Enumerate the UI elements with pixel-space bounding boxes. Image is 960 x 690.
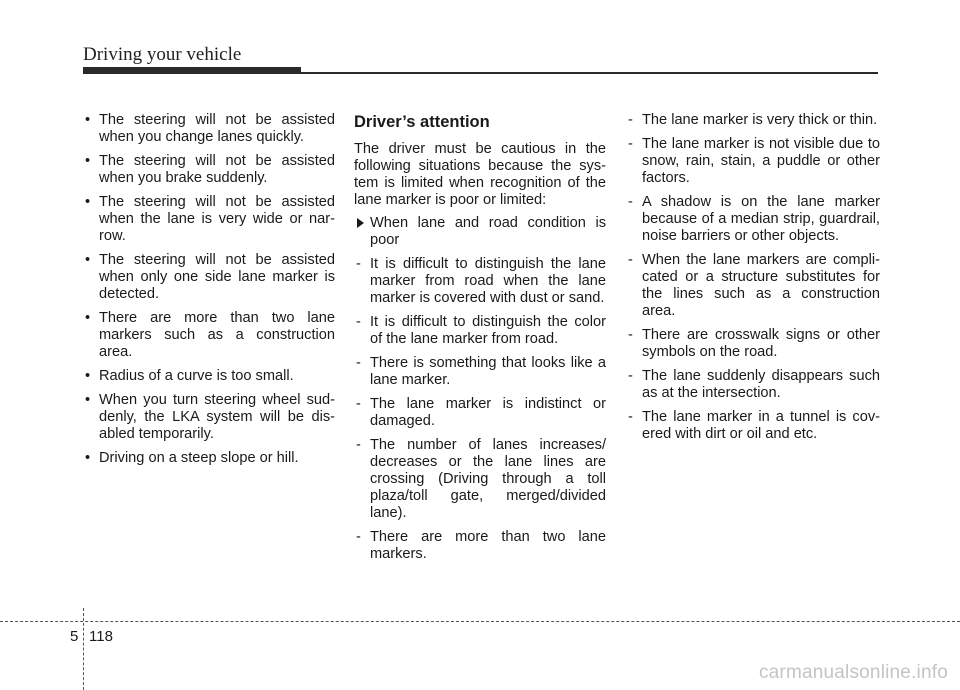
dash-icon: - xyxy=(356,396,361,412)
intro-paragraph: The driver must be cautious in the following situations because the sys-tem is limited when recognition of the lane marker is poor or limited: xyxy=(354,141,606,208)
dash-list xyxy=(626,112,880,443)
bullet-icon: • xyxy=(85,368,91,384)
header-rule-thin xyxy=(83,72,878,74)
list-item-text: There are crosswalk signs or other symbols on the road. xyxy=(642,327,880,360)
list-item-text: There are more than two lane markers. xyxy=(370,529,606,562)
list-item xyxy=(354,314,606,348)
subheading xyxy=(354,215,606,249)
bullet-icon: • xyxy=(85,252,91,268)
dash-icon: - xyxy=(628,409,633,425)
list-item xyxy=(83,194,335,245)
watermark: carmanualsonline.info xyxy=(758,662,948,683)
dash-icon: - xyxy=(356,314,361,330)
list-item xyxy=(626,136,880,187)
list-item xyxy=(354,256,606,307)
bullet-icon: • xyxy=(85,194,91,210)
subheading-text: When lane and road condition is poor xyxy=(370,215,606,248)
list-item-text: The lane marker is not visible due to snow, rain, stain, a puddle or other factors. xyxy=(642,136,880,186)
footer-rule xyxy=(0,621,960,622)
list-item-text: When you turn steering wheel sud-denly, the LKA system will be dis-abled temporarily. xyxy=(99,392,335,442)
list-item-text: The steering will not be assisted when the lane is very wide or nar-row. xyxy=(99,194,335,244)
list-item xyxy=(83,368,335,385)
list-item xyxy=(354,396,606,430)
dash-icon: - xyxy=(356,256,361,272)
dash-icon: - xyxy=(628,327,633,343)
footer-divider xyxy=(83,608,84,690)
dash-icon: - xyxy=(356,437,361,453)
dash-icon: - xyxy=(628,112,633,128)
list-item-text: It is difficult to distinguish the lane marker from road when the lane marker is covered with dust or sand. xyxy=(370,256,606,306)
list-item-text: The number of lanes increases/ decreases or the lane lines are crossing (Driving through a toll plaza/toll gate, merged/divided lane). xyxy=(370,437,606,521)
bullet-icon: • xyxy=(85,450,91,466)
list-item-text: The steering will not be assisted when only one side lane marker is detected. xyxy=(99,252,335,302)
list-item-text: Driving on a steep slope or hill. xyxy=(99,450,299,466)
dash-icon: - xyxy=(356,529,361,545)
list-item-text: There are more than two lane markers such as a construction area. xyxy=(99,310,335,360)
list-item xyxy=(626,327,880,361)
bullet-list xyxy=(83,112,335,467)
chapter-number: 5 xyxy=(70,628,79,645)
bullet-icon: • xyxy=(85,310,91,326)
list-item xyxy=(626,194,880,245)
section-title: Driver’s attention xyxy=(354,113,490,131)
list-item-text: The lane suddenly disappears such as at the intersection. xyxy=(642,368,880,401)
dash-icon: - xyxy=(356,355,361,371)
list-item-text: The steering will not be assisted when you brake suddenly. xyxy=(99,153,335,186)
list-item xyxy=(626,409,880,443)
dash-icon: - xyxy=(628,194,633,210)
bullet-icon: • xyxy=(85,392,91,408)
list-item-text: The lane marker is very thick or thin. xyxy=(642,112,878,128)
list-item-text: The lane marker is indistinct or damaged. xyxy=(370,396,606,429)
list-item xyxy=(626,252,880,320)
list-item xyxy=(83,153,335,187)
dash-icon: - xyxy=(628,136,633,152)
list-item-text: A shadow is on the lane marker because of a median strip, guardrail, noise barriers or other objects. xyxy=(642,194,880,244)
list-item xyxy=(83,310,335,361)
list-item xyxy=(626,112,880,129)
list-item-text: Radius of a curve is too small. xyxy=(99,368,294,384)
column-2 xyxy=(354,112,606,570)
dash-list xyxy=(354,256,606,563)
list-item-text: It is difficult to distinguish the color of the lane marker from road. xyxy=(370,314,606,347)
list-item xyxy=(83,112,335,146)
list-item xyxy=(83,252,335,303)
list-item-text: The steering will not be assisted when you change lanes quickly. xyxy=(99,112,335,145)
bullet-icon: • xyxy=(85,112,91,128)
list-item xyxy=(626,368,880,402)
column-3 xyxy=(626,112,880,450)
list-item xyxy=(354,529,606,563)
bullet-icon: • xyxy=(85,153,91,169)
list-item xyxy=(354,355,606,389)
list-item xyxy=(83,392,335,443)
triangle-arrow-icon xyxy=(357,218,364,228)
list-item-text: When the lane markers are compli-cated or a structure substitutes for the lines such as a construction area. xyxy=(642,252,880,319)
dash-icon: - xyxy=(628,252,633,268)
list-item xyxy=(354,437,606,522)
list-item-text: There is something that looks like a lane marker. xyxy=(370,355,606,388)
column-1 xyxy=(83,112,335,474)
dash-icon: - xyxy=(628,368,633,384)
page-number: 118 xyxy=(89,628,113,645)
list-item-text: The lane marker in a tunnel is cov-ered with dirt or oil and etc. xyxy=(642,409,880,442)
page-header-title: Driving your vehicle xyxy=(83,44,242,65)
list-item xyxy=(83,450,335,467)
